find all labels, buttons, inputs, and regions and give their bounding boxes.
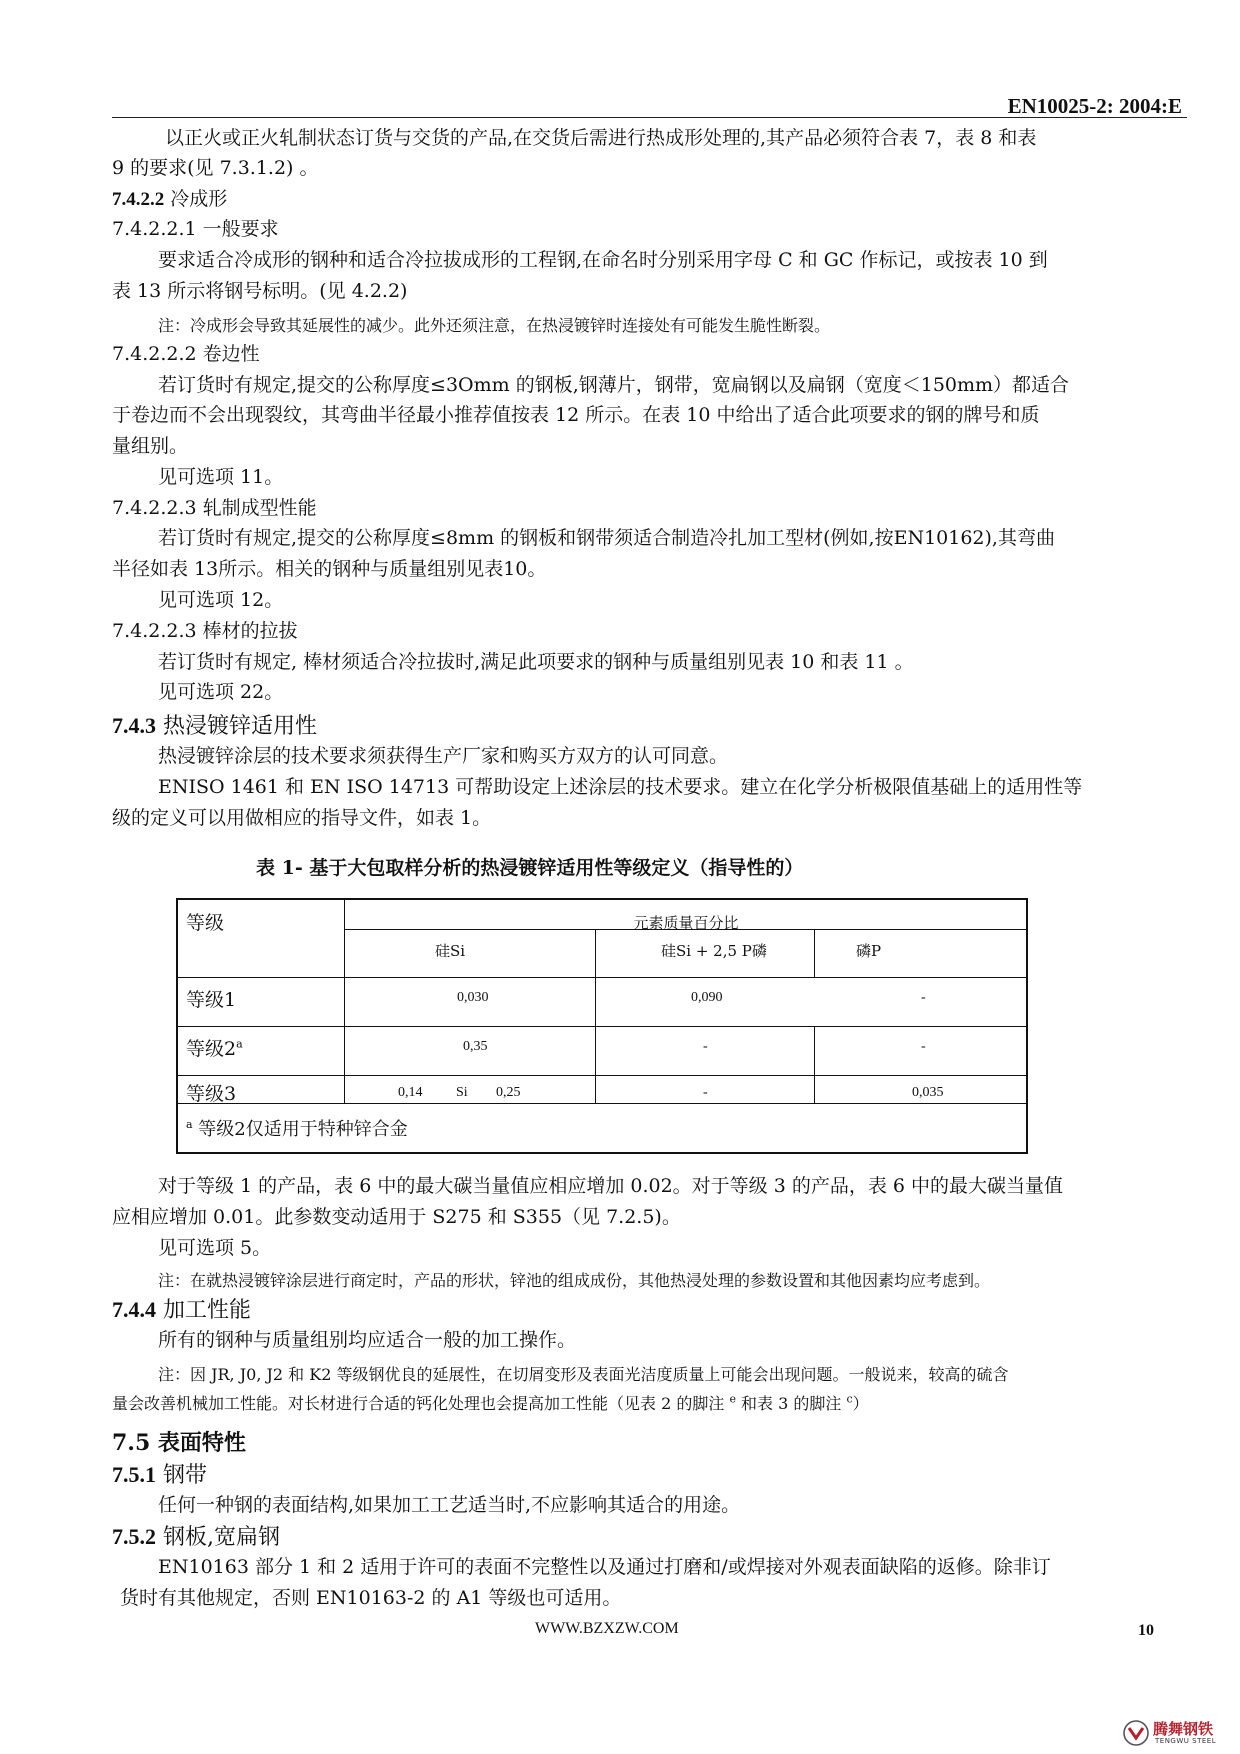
section-title: 钢带 — [156, 1463, 207, 1488]
table-border — [176, 1152, 1028, 1154]
section-title: 冷成形 — [164, 188, 228, 210]
paragraph-line: 9 的要求(见 7.3.1.2) 。 — [112, 157, 319, 179]
subsection-heading: 7.4.2.2.3 棒材的拉拔 — [112, 620, 298, 642]
section-number: 7.4.3 — [112, 713, 156, 738]
paragraph-line: 级的定义可以用做相应的指导文件，如表 1。 — [112, 807, 492, 829]
footnote-marker: e — [729, 1392, 736, 1406]
logo-english-name: TENGWU STEEL — [1155, 1737, 1217, 1745]
table-footnote — [186, 1115, 408, 1141]
note-text: 和表 3 的脚注 — [735, 1394, 847, 1413]
footnote-marker: a — [186, 1118, 193, 1131]
section-heading-7-4-3 — [112, 709, 317, 740]
si-symbol: Si — [456, 1085, 468, 1100]
subsection-heading: 7.4.2.2.1 一般要求 — [112, 218, 279, 240]
si-min: 0,14 — [398, 1085, 423, 1100]
header-grade: 等级 — [186, 912, 225, 934]
paragraph-line: 以正火或正火轧制状态订货与交货的产品,在交货后需进行热成形处理的,其产品必须符合表 7，表 8 和表 — [165, 127, 1037, 149]
grade-label: 等级3 — [186, 1083, 237, 1105]
note-text: 量会改善机械加工性能。对长材进行合适的钙化处理也会提高加工性能（见表 2 的脚注 — [112, 1394, 730, 1413]
table-rule — [176, 977, 1028, 978]
header-si: 硅Si — [435, 942, 466, 960]
footer-url: WWW.BZXZW.COM — [535, 1620, 679, 1637]
si-value: 0,030 — [457, 990, 489, 1005]
section-number: 7.4.4 — [112, 1297, 156, 1322]
paragraph-line: EN10163 部分 1 和 2 适用于许可的表面不完整性以及通过打磨和/或焊接对外观表面缺陷的返修。除非订 — [158, 1556, 1051, 1578]
table-border — [176, 898, 1028, 900]
si-p-value: 0,090 — [691, 990, 723, 1005]
option-reference: 见可选项 22。 — [158, 681, 284, 703]
section-title: 钢板,宽扁钢 — [156, 1525, 280, 1550]
table-rule — [176, 1026, 1028, 1027]
footnote-marker: c — [846, 1392, 853, 1406]
table-rule — [176, 1075, 1028, 1076]
header-p: 磷P — [856, 942, 882, 960]
page-number: 10 — [1138, 1622, 1154, 1639]
subsection-heading: 7.4.2.2.3 轧制成型性能 — [112, 497, 317, 519]
galvanizing-grade-table — [176, 898, 1028, 1154]
paragraph-line: 任何一种钢的表面结构,如果加工工艺适当时,不应影响其适合的用途。 — [158, 1494, 741, 1516]
logo-mark-icon — [1123, 1720, 1149, 1746]
option-reference: 见可选项 5。 — [158, 1237, 272, 1259]
paragraph-line: ENISO 1461 和 EN ISO 14713 可帮助设定上述涂层的技术要求。建立在化学分析极限值基础上的适用性等 — [158, 776, 1083, 798]
table-caption: 表 1- 基于大包取样分析的热浸镀锌适用性等级定义（指导性的） — [256, 857, 804, 879]
p-value: - — [921, 1039, 926, 1054]
paragraph-line: 表 13 所示将钢号标明。(见 4.2.2) — [112, 280, 408, 302]
paragraph-line: 应相应增加 0.01。此参数变动适用于 S275 和 S355（见 7.2.5)。 — [112, 1206, 681, 1228]
table-rule — [176, 1103, 1028, 1104]
section-number: 7.4.2.2 — [112, 189, 165, 210]
section-title: 加工性能 — [156, 1298, 251, 1323]
paragraph-line: 热浸镀锌涂层的技术要求须获得生产厂家和购买方双方的认可同意。 — [158, 745, 729, 767]
header-si-plus-p: 硅Si + 2,5 P磷 — [661, 942, 767, 960]
company-logo — [1123, 1718, 1233, 1750]
note — [112, 1391, 869, 1414]
note: 注：冷成形会导致其延展性的减少。此外还须注意，在热浸镀锌时连接处有可能发生脆性断裂。 — [158, 316, 831, 335]
grade-text: 等级2 — [186, 1038, 237, 1060]
paragraph-line: 于卷边而不会出现裂纹，其弯曲半径最小推荐值按表 12 所示。在表 10 中给出了适合此项要求的钢的牌号和质 — [112, 404, 1040, 426]
table-rule — [814, 1026, 815, 1103]
si-p-value: - — [703, 1085, 708, 1100]
option-reference: 见可选项 12。 — [158, 589, 284, 611]
footnote-text: 等级2仅适用于特种锌合金 — [192, 1119, 408, 1140]
section-number: 7.5.1 — [112, 1462, 156, 1487]
paragraph-line: 量组别。 — [112, 435, 189, 457]
header-rule — [112, 117, 1187, 118]
paragraph-line: 若订货时有规定,提交的公称厚度≤3Omm 的钢板,钢薄片，钢带，宽扁钢以及扁钢（宽度＜150mm）都适合 — [158, 374, 1070, 396]
section-heading-7-4-2-2 — [112, 185, 227, 214]
subsection-heading: 7.4.2.2.2 卷边性 — [112, 343, 260, 365]
paragraph-line: 所有的钢种与质量组别均应适合一般的加工操作。 — [158, 1329, 577, 1351]
p-value: 0,035 — [912, 1085, 944, 1100]
document-id: EN10025-2: 2004:E — [1007, 94, 1182, 118]
option-reference: 见可选项 11。 — [158, 466, 284, 488]
note: 注：因 JR, J0, J2 和 K2 等级钢优良的延展性，在切屑变形及表面光洁度质量上可能会出现问题。一般说来，较高的硫含 — [158, 1365, 1009, 1384]
paragraph-line: 要求适合冷成形的钢种和适合冷拉拔成形的工程钢,在命名时分别采用字母 C 和 GC 作标记，或按表 10 到 — [158, 249, 1048, 271]
table-rule — [814, 929, 815, 977]
section-heading-7-4-4 — [112, 1293, 251, 1324]
footnote-marker: a — [236, 1037, 243, 1051]
note: 注：在就热浸镀锌涂层进行商定时，产品的形状，锌池的组成成份，其他热浸处理的参数设置和其他因素均应考虑到。 — [158, 1271, 991, 1290]
p-value: - — [921, 990, 926, 1005]
section-heading-7-5-1 — [112, 1458, 207, 1489]
header-element-mass-percent: 元素质量百分比 — [633, 914, 739, 932]
paragraph-line: 货时有其他规定，否则 EN10163-2 的 A1 等级也可适用。 — [120, 1587, 622, 1609]
si-value: 0,35 — [463, 1039, 488, 1054]
grade-label — [186, 1034, 243, 1061]
grade-label: 等级1 — [186, 989, 237, 1011]
section-heading-7-5: 7.5 表面特性 — [112, 1430, 246, 1456]
section-heading-7-5-2 — [112, 1520, 280, 1551]
si-p-value: - — [703, 1039, 708, 1054]
section-number: 7.5.2 — [112, 1524, 156, 1549]
section-title: 热浸镀锌适用性 — [156, 714, 317, 739]
paragraph-line: 若订货时有规定, 棒材须适合冷拉拔时,满足此项要求的钢种与质量组别见表 10 和表 11 。 — [158, 651, 914, 673]
paragraph-line: 对于等级 1 的产品，表 6 中的最大碳当量值应相应增加 0.02。对于等级 3 的产品，表 6 中的最大碳当量值 — [158, 1175, 1064, 1197]
paragraph-line: 半径如表 13所示。相关的钢种与质量组别见表10。 — [112, 558, 547, 580]
table-rule — [595, 929, 596, 1103]
logo-chinese-name: 腾舞钢铁 — [1153, 1720, 1214, 1738]
paragraph-line: 若订货时有规定,提交的公称厚度≤8mm 的钢板和钢带须适合制造冷扎加工型材(例如,按EN10162),其弯曲 — [158, 527, 1055, 549]
si-max: 0,25 — [496, 1085, 521, 1100]
note-text: ） — [852, 1394, 869, 1413]
